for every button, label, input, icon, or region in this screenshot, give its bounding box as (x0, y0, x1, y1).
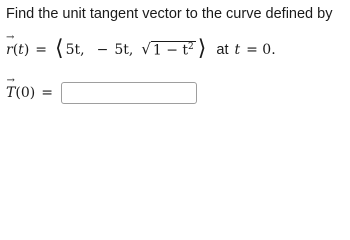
left-angle-bracket: ⟨ (55, 36, 64, 61)
radicand: 1 − t (152, 42, 189, 59)
vector-arrow-icon: → (6, 32, 15, 43)
vector-r: → r (6, 32, 15, 58)
component-y: 5t, (114, 42, 134, 58)
answer-row: → T ( 0 ) = (6, 80, 197, 106)
answer-argument: 0 (20, 85, 30, 101)
minus-sign: − (96, 42, 109, 58)
point-value: = 0. (246, 42, 276, 58)
answer-input[interactable] (61, 82, 197, 104)
vector-arrow-icon: → (6, 75, 15, 86)
vector-T: → T (6, 75, 16, 101)
right-angle-bracket: ⟩ (197, 36, 207, 61)
component-x: 5t, (65, 42, 85, 58)
radicand-exponent: 2 (188, 42, 194, 52)
answer-equals: = (41, 85, 53, 101)
question-prompt: Find the unit tangent vector to the curve defined by (6, 6, 333, 22)
curve-definition: → r ( t ) = ⟨ 5t, − 5t, √ $1 - t^2$ ⟩ at t = 0. (6, 32, 276, 61)
component-z-sqrt (141, 41, 195, 59)
at-label: at (216, 42, 229, 58)
equals-sign: = (35, 42, 48, 58)
radical-icon: √ (141, 40, 151, 58)
point-variable: t (234, 42, 241, 58)
